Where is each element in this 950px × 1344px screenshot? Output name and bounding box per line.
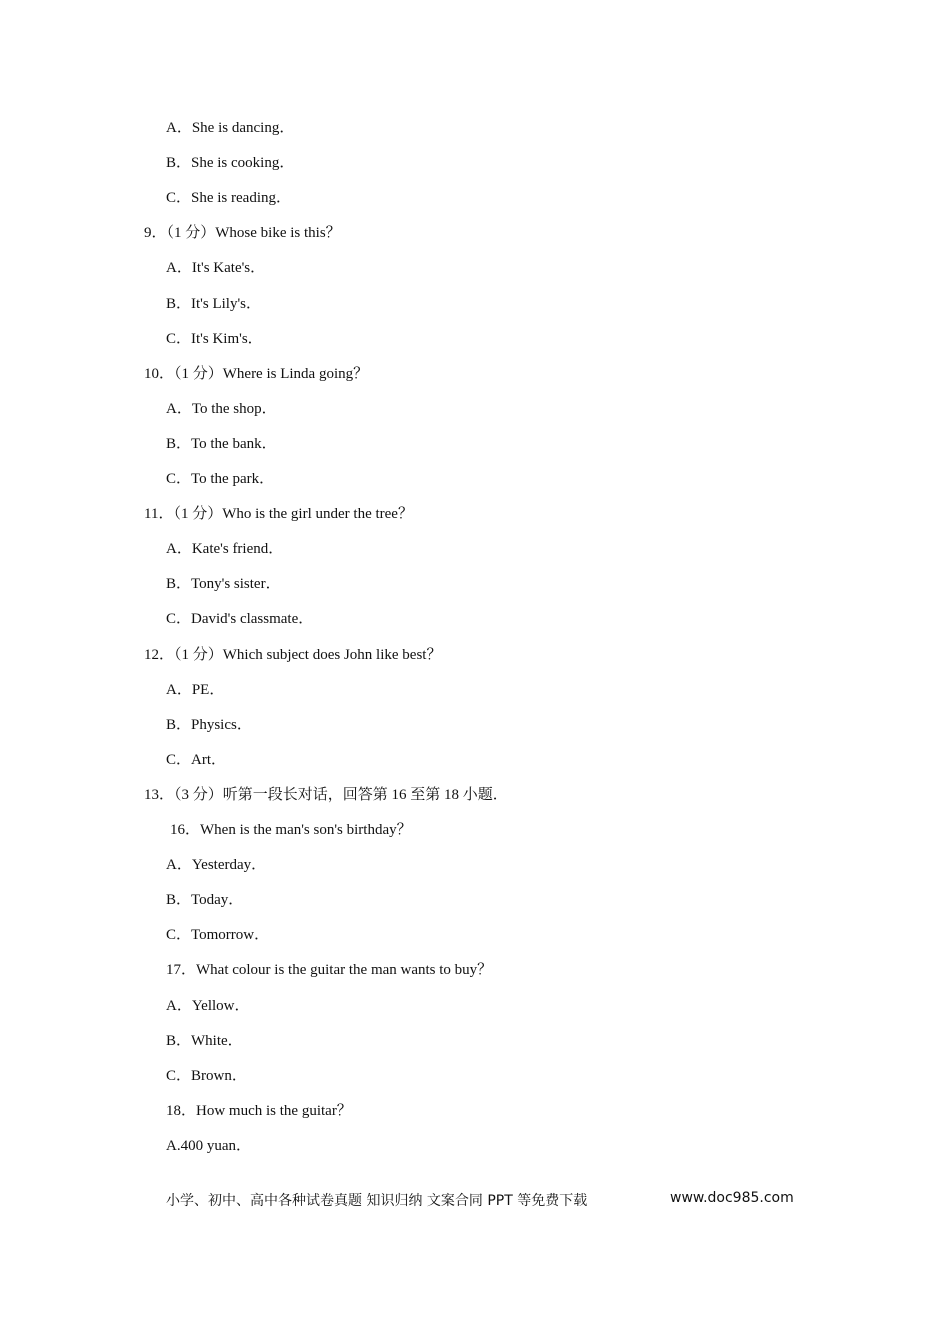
option-line: B．She is cooking． <box>166 155 295 172</box>
page-footer <box>166 1190 806 1210</box>
option-line: C．David's classmate． <box>166 611 314 628</box>
option-line: C．Tomorrow． <box>166 927 270 944</box>
option-line: B．White． <box>166 1032 243 1049</box>
footer-text: 小学、初中、高中各种试卷真题 知识归纳 文案合同 PPT 等免费下载 <box>166 1193 588 1209</box>
option-line: A．Yellow． <box>166 997 250 1014</box>
option-line: A．PE． <box>166 681 225 698</box>
option-line: C．She is reading． <box>166 190 291 207</box>
option-line: B．To the bank． <box>166 435 277 452</box>
option-line: 18．How much is the guitar？ <box>166 1102 352 1119</box>
question-line: 10．（1 分）Where is Linda going？ <box>144 365 369 382</box>
option-line: A.400 yuan． <box>166 1137 251 1154</box>
option-line: A．It's Kate's． <box>166 260 266 277</box>
option-line: C．It's Kim's． <box>166 330 263 347</box>
option-line: C．Brown． <box>166 1067 247 1084</box>
option-line: A．To the shop． <box>166 400 277 417</box>
option-line: C．Art． <box>166 751 227 768</box>
option-line: A．Kate's friend． <box>166 541 284 558</box>
question-line: 12．（1 分）Which subject does John like best？ <box>144 646 442 663</box>
question-line: 11．（1 分）Who is the girl under the tree？ <box>144 506 413 523</box>
option-line: B．Physics． <box>166 716 252 733</box>
option-line: B．Today． <box>166 892 244 909</box>
question-line: 13．（3 分）听第一段长对话，回答第 16 至第 18 小题． <box>144 786 508 803</box>
question-line: 9．（1 分）Whose bike is this？ <box>144 225 341 242</box>
option-line: C．To the park． <box>166 471 275 487</box>
option-line: B．Tony's sister． <box>166 576 281 593</box>
option-line: 16．When is the man's son's birthday？ <box>170 822 412 838</box>
option-line: A．She is dancing． <box>166 120 295 136</box>
option-line: 17．What colour is the guitar the man wants to buy？ <box>166 962 493 979</box>
option-line: B．It's Lily's． <box>166 295 261 312</box>
option-line: A．Yesterday． <box>166 857 267 874</box>
footer-url: www.doc985.com <box>670 1190 794 1206</box>
